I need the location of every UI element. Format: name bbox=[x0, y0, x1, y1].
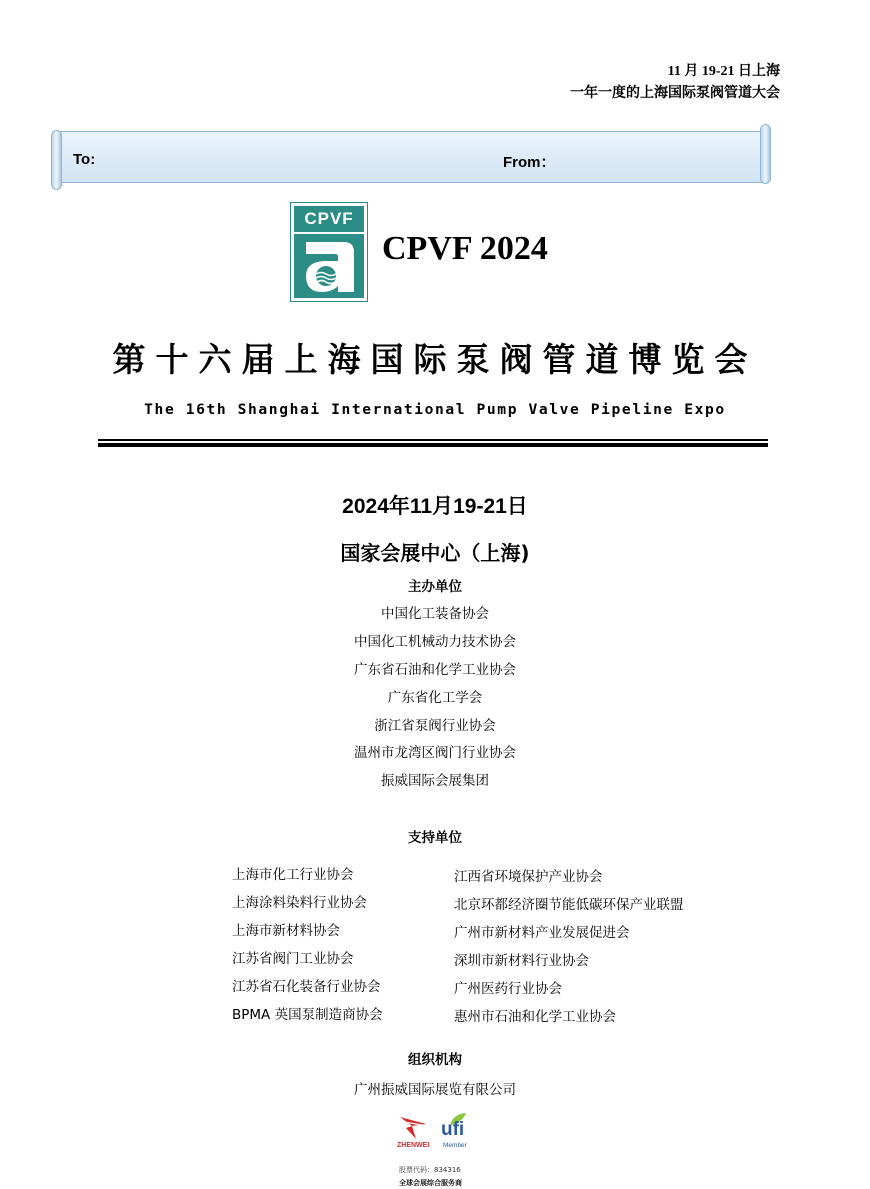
supporter-item: 江西省环境保护产业协会 bbox=[454, 869, 603, 885]
event-venue: 国家会展中心（上海) bbox=[340, 541, 530, 565]
event-date: 2024年11月19-21日 bbox=[342, 495, 528, 518]
supporter-item: 广州医药行业协会 bbox=[454, 981, 562, 997]
organizer-item: 中国化工机械动力技术协会 bbox=[354, 634, 516, 650]
from-label: From： bbox=[503, 154, 556, 171]
supporter-item: 深圳市新材料行业协会 bbox=[454, 953, 589, 969]
organizers-heading: 主办单位 bbox=[408, 579, 462, 595]
supporter-item: BPMA 英国泵制造商协会 bbox=[232, 1007, 383, 1023]
divider-thick bbox=[98, 443, 768, 447]
organizer-item: 浙江省泵阀行业协会 bbox=[374, 718, 496, 734]
logo-mark bbox=[294, 234, 364, 298]
cpvf-logo bbox=[290, 202, 368, 302]
supporter-item: 江苏省阀门工业协会 bbox=[232, 951, 354, 967]
company-slogan: 全球会展综合服务商 bbox=[399, 1179, 462, 1187]
organizer-item: 广东省化工学会 bbox=[387, 690, 483, 706]
supporter-item: 上海市化工行业协会 bbox=[232, 867, 354, 883]
brand-title: CPVF 2024 bbox=[382, 230, 548, 267]
to-label: To: bbox=[73, 151, 96, 168]
supporters-heading: 支持单位 bbox=[408, 830, 462, 846]
ufi-wordmark: ufi bbox=[441, 1119, 465, 1140]
organizing-name: 广州振威国际展览有限公司 bbox=[354, 1082, 516, 1098]
event-date-header: 11 月 19-21 日上海 bbox=[667, 64, 780, 79]
organizer-item: 振威国际会展集团 bbox=[381, 773, 489, 789]
organizer-item: 广东省石油和化学工业协会 bbox=[354, 662, 516, 678]
scroll-roll-left bbox=[51, 130, 62, 190]
expo-title-english: The 16th Shanghai International Pump Valve Pipeline Expo bbox=[144, 401, 726, 418]
zhenwei-logo-icon bbox=[398, 1114, 428, 1140]
organizer-item: 温州市龙湾区阀门行业协会 bbox=[354, 745, 516, 761]
footer-logos bbox=[395, 1112, 480, 1189]
supporter-item: 广州市新材料产业发展促进会 bbox=[454, 925, 630, 941]
address-banner bbox=[50, 124, 772, 190]
ufi-member-label: Member bbox=[443, 1142, 467, 1149]
stock-code: 股票代码：834316 bbox=[399, 1166, 461, 1174]
logo-abbr: CPVF bbox=[294, 206, 364, 232]
expo-title-chinese: 第十六届上海国际泵阀管道博览会 bbox=[112, 340, 758, 379]
zhenwei-wordmark: ZHENWEI bbox=[397, 1142, 430, 1149]
supporter-item: 江苏省石化装备行业协会 bbox=[232, 979, 381, 995]
supporter-item: 惠州市石油和化学工业协会 bbox=[454, 1009, 616, 1025]
address-banner-body bbox=[58, 131, 764, 183]
event-tagline: 一年一度的上海国际泵阀管道大会 bbox=[570, 86, 780, 101]
supporter-item: 上海市新材料协会 bbox=[232, 923, 340, 939]
logo-a-icon bbox=[294, 234, 364, 298]
divider-thin bbox=[98, 439, 768, 441]
organizing-heading: 组织机构 bbox=[408, 1052, 462, 1068]
supporter-item: 北京环都经济圈节能低碳环保产业联盟 bbox=[454, 897, 684, 913]
scroll-roll-right bbox=[760, 124, 771, 184]
supporter-item: 上海涂料染料行业协会 bbox=[232, 895, 367, 911]
organizer-item: 中国化工装备协会 bbox=[381, 606, 489, 622]
